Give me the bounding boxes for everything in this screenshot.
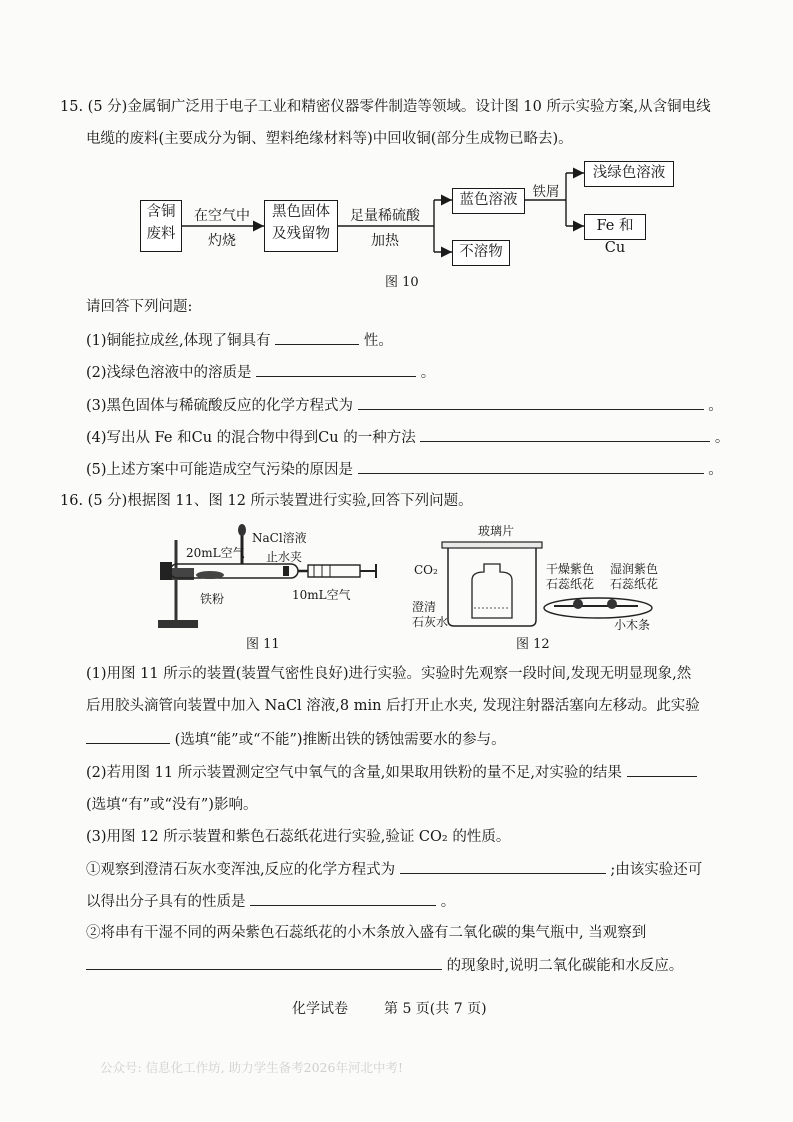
footer-page-number: 第 5 页(共 7 页): [384, 1001, 487, 1017]
q16-part3b-line2: [86, 955, 683, 976]
lime-water-bottle: [472, 564, 512, 618]
q15-part4: [86, 427, 729, 448]
q16-part3b-line2-text: 的现象时,说明二氧化碳能和水反应。: [446, 958, 684, 974]
arrow2-bottom-label: 加热: [371, 233, 399, 249]
box-blue-solution: 蓝色溶液: [452, 188, 525, 214]
fig11-label-clamp: 止水夹: [266, 550, 303, 564]
q15-part5-blank[interactable]: [358, 459, 704, 474]
q16-part2-line2: (选填“有”或“没有”)影响。: [86, 797, 258, 813]
arrow3-label: 铁屑: [532, 184, 560, 200]
syringe-barrel: [308, 565, 360, 577]
q15-part3-suffix: 。: [708, 398, 723, 414]
q16-part3a-line2-suffix: 。: [440, 894, 456, 910]
figure-10-caption: 图 10: [385, 275, 419, 290]
q15-stem-line2: 电缆的废料(主要成分为铜、塑料绝缘材料等)中回收铜(部分生成物已略去)。: [86, 131, 573, 147]
q16-part3a-blank-2[interactable]: [250, 891, 436, 906]
q15-part5-suffix: 。: [708, 462, 723, 478]
q15-part3-blank[interactable]: [358, 395, 704, 410]
q16-part3b-blank[interactable]: [86, 955, 442, 970]
fig12-label-glass: 玻璃片: [478, 524, 515, 538]
q15-part1-suffix: 性。: [363, 333, 393, 349]
box-insoluble: 不溶物: [452, 240, 510, 266]
figure-12-caption: 图 12: [516, 637, 550, 652]
q15-part4-text: (4)写出从 Fe 和Cu 的混合物中得到Cu 的一种方法: [86, 430, 416, 446]
fig11-label-20ml-air: 20mL空气: [186, 546, 245, 560]
fig12-label-dry-2: 石蕊纸花: [546, 577, 595, 591]
box-light-green-solution: 浅绿色溶液: [584, 161, 674, 187]
q16-part3-stem: (3)用图 12 所示装置和紫色石蕊纸花进行实验,验证 CO₂ 的性质。: [86, 829, 511, 845]
q15-part2: [86, 362, 435, 383]
q16-part2-line1-text: (2)若用图 11 所示装置测定空气中氧气的含量,如果取用铁粉的量不足,对实验的结果: [86, 765, 622, 781]
dry-paper-flower: [573, 599, 583, 609]
fig11-label-iron-powder: 铁粉: [200, 592, 225, 606]
box-black-solid: [264, 200, 338, 252]
box-black-solid-l2: 及残留物: [272, 226, 330, 242]
q15-part5-text: (5)上述方案中可能造成空气污染的原因是: [86, 462, 354, 478]
q15-part1: [86, 330, 393, 351]
box-copper-waste: [140, 200, 182, 252]
q16-part3a-line2-text: 以得出分子具有的性质是: [86, 894, 246, 910]
flow-arrows: [0, 0, 793, 300]
arrow1-top-label: 在空气中: [194, 208, 250, 224]
fig11-label-10ml-air: 10mL空气: [292, 588, 351, 602]
q16-part1-line3-text: (选填“能”或“不能”)推断出铁的锈蚀需要水的参与。: [174, 732, 506, 748]
dish: [544, 598, 652, 618]
q16-part3a-suffix: ;由该实验还可: [610, 862, 703, 878]
q15-stem-line1: 15. (5 分)金属铜广泛用于电子工业和精密仪器零件制造等领域。设计图 10 所示实验方案,从含铜电线: [60, 99, 711, 115]
box-copper-waste-l1: 含铜: [146, 204, 176, 220]
iron-powder: [196, 571, 224, 579]
q15-part5: [86, 459, 723, 480]
q16-part3a-line1: [86, 859, 702, 880]
fig11-label-nacl: NaCl溶液: [252, 531, 307, 545]
tube-stopper: [160, 562, 172, 580]
q15-part4-blank[interactable]: [420, 427, 710, 442]
q15-prompt: 请回答下列问题:: [86, 299, 193, 315]
fig12-label-lime-2: 石灰水: [412, 615, 449, 629]
q16-part1-line2: 后用胶头滴管向装置中加入 NaCl 溶液,8 min 后打开止水夹, 发现注射器活塞向左移动。此实验: [86, 698, 700, 714]
q16-stem: 16. (5 分)根据图 11、图 12 所示装置进行实验,回答下列问题。: [60, 493, 473, 509]
q16-part3a-text: ①观察到澄清石灰水变浑浊,反应的化学方程式为: [86, 862, 396, 878]
footer-subject: 化学试卷: [292, 1001, 348, 1017]
q16-part2-blank[interactable]: [627, 762, 697, 777]
fig12-label-wet: 湿润紫色: [610, 562, 659, 576]
glass-plate: [442, 542, 542, 548]
box-fe-cu: Fe 和 Cu: [584, 214, 646, 240]
box-black-solid-l1: 黑色固体: [272, 204, 330, 220]
q15-part1-blank[interactable]: [275, 330, 359, 345]
arrow1-bottom-label: 灼烧: [208, 233, 236, 249]
water-clamp: [283, 566, 289, 576]
fig12-label-co2: CO₂: [414, 563, 438, 577]
q15-part2-blank[interactable]: [256, 362, 416, 377]
q16-part1-blank[interactable]: [86, 729, 170, 744]
dropper-bulb: [238, 524, 246, 536]
arrow2-top-label: 足量稀硫酸: [350, 208, 420, 224]
q16-part2-line1: [86, 762, 697, 783]
watermark-text: 公众号: 信息化工作坊, 助力学生备考2026年河北中考!: [100, 1060, 403, 1075]
fig12-label-dry: 干燥紫色: [546, 562, 595, 576]
fig12-label-lime: 澄清: [412, 600, 437, 614]
q16-part3a-line2: [86, 891, 455, 912]
q16-part1-line3: [86, 729, 506, 750]
wet-paper-flower: [607, 599, 617, 609]
gas-jar: [448, 548, 536, 626]
q16-part3b-line1: ②将串有干湿不同的两朵紫色石蕊纸花的小木条放入盛有二氧化碳的集气瓶中, 当观察到: [86, 925, 647, 941]
q16-part3a-blank-1[interactable]: [400, 859, 606, 874]
fig12-label-stick: 小木条: [614, 618, 651, 632]
q15-part2-suffix: 。: [420, 365, 436, 381]
figure-11-caption: 图 11: [246, 637, 280, 652]
q15-part1-text: (1)铜能拉成丝,体现了铜具有: [86, 333, 271, 349]
q15-part3-text: (3)黑色固体与稀硫酸反应的化学方程式为: [86, 398, 354, 414]
stand-base: [158, 620, 198, 628]
q16-part1-line1: (1)用图 11 所示的装置(装置气密性良好)进行实验。实验时先观察一段时间,发现无明显现象,然: [86, 666, 692, 682]
q15-part4-suffix: 。: [714, 430, 730, 446]
q15-part3: [86, 395, 723, 416]
box-copper-waste-l2: 废料: [146, 226, 176, 242]
fig12-label-wet-2: 石蕊纸花: [610, 577, 659, 591]
q15-part2-text: (2)浅绿色溶液中的溶质是: [86, 365, 252, 381]
